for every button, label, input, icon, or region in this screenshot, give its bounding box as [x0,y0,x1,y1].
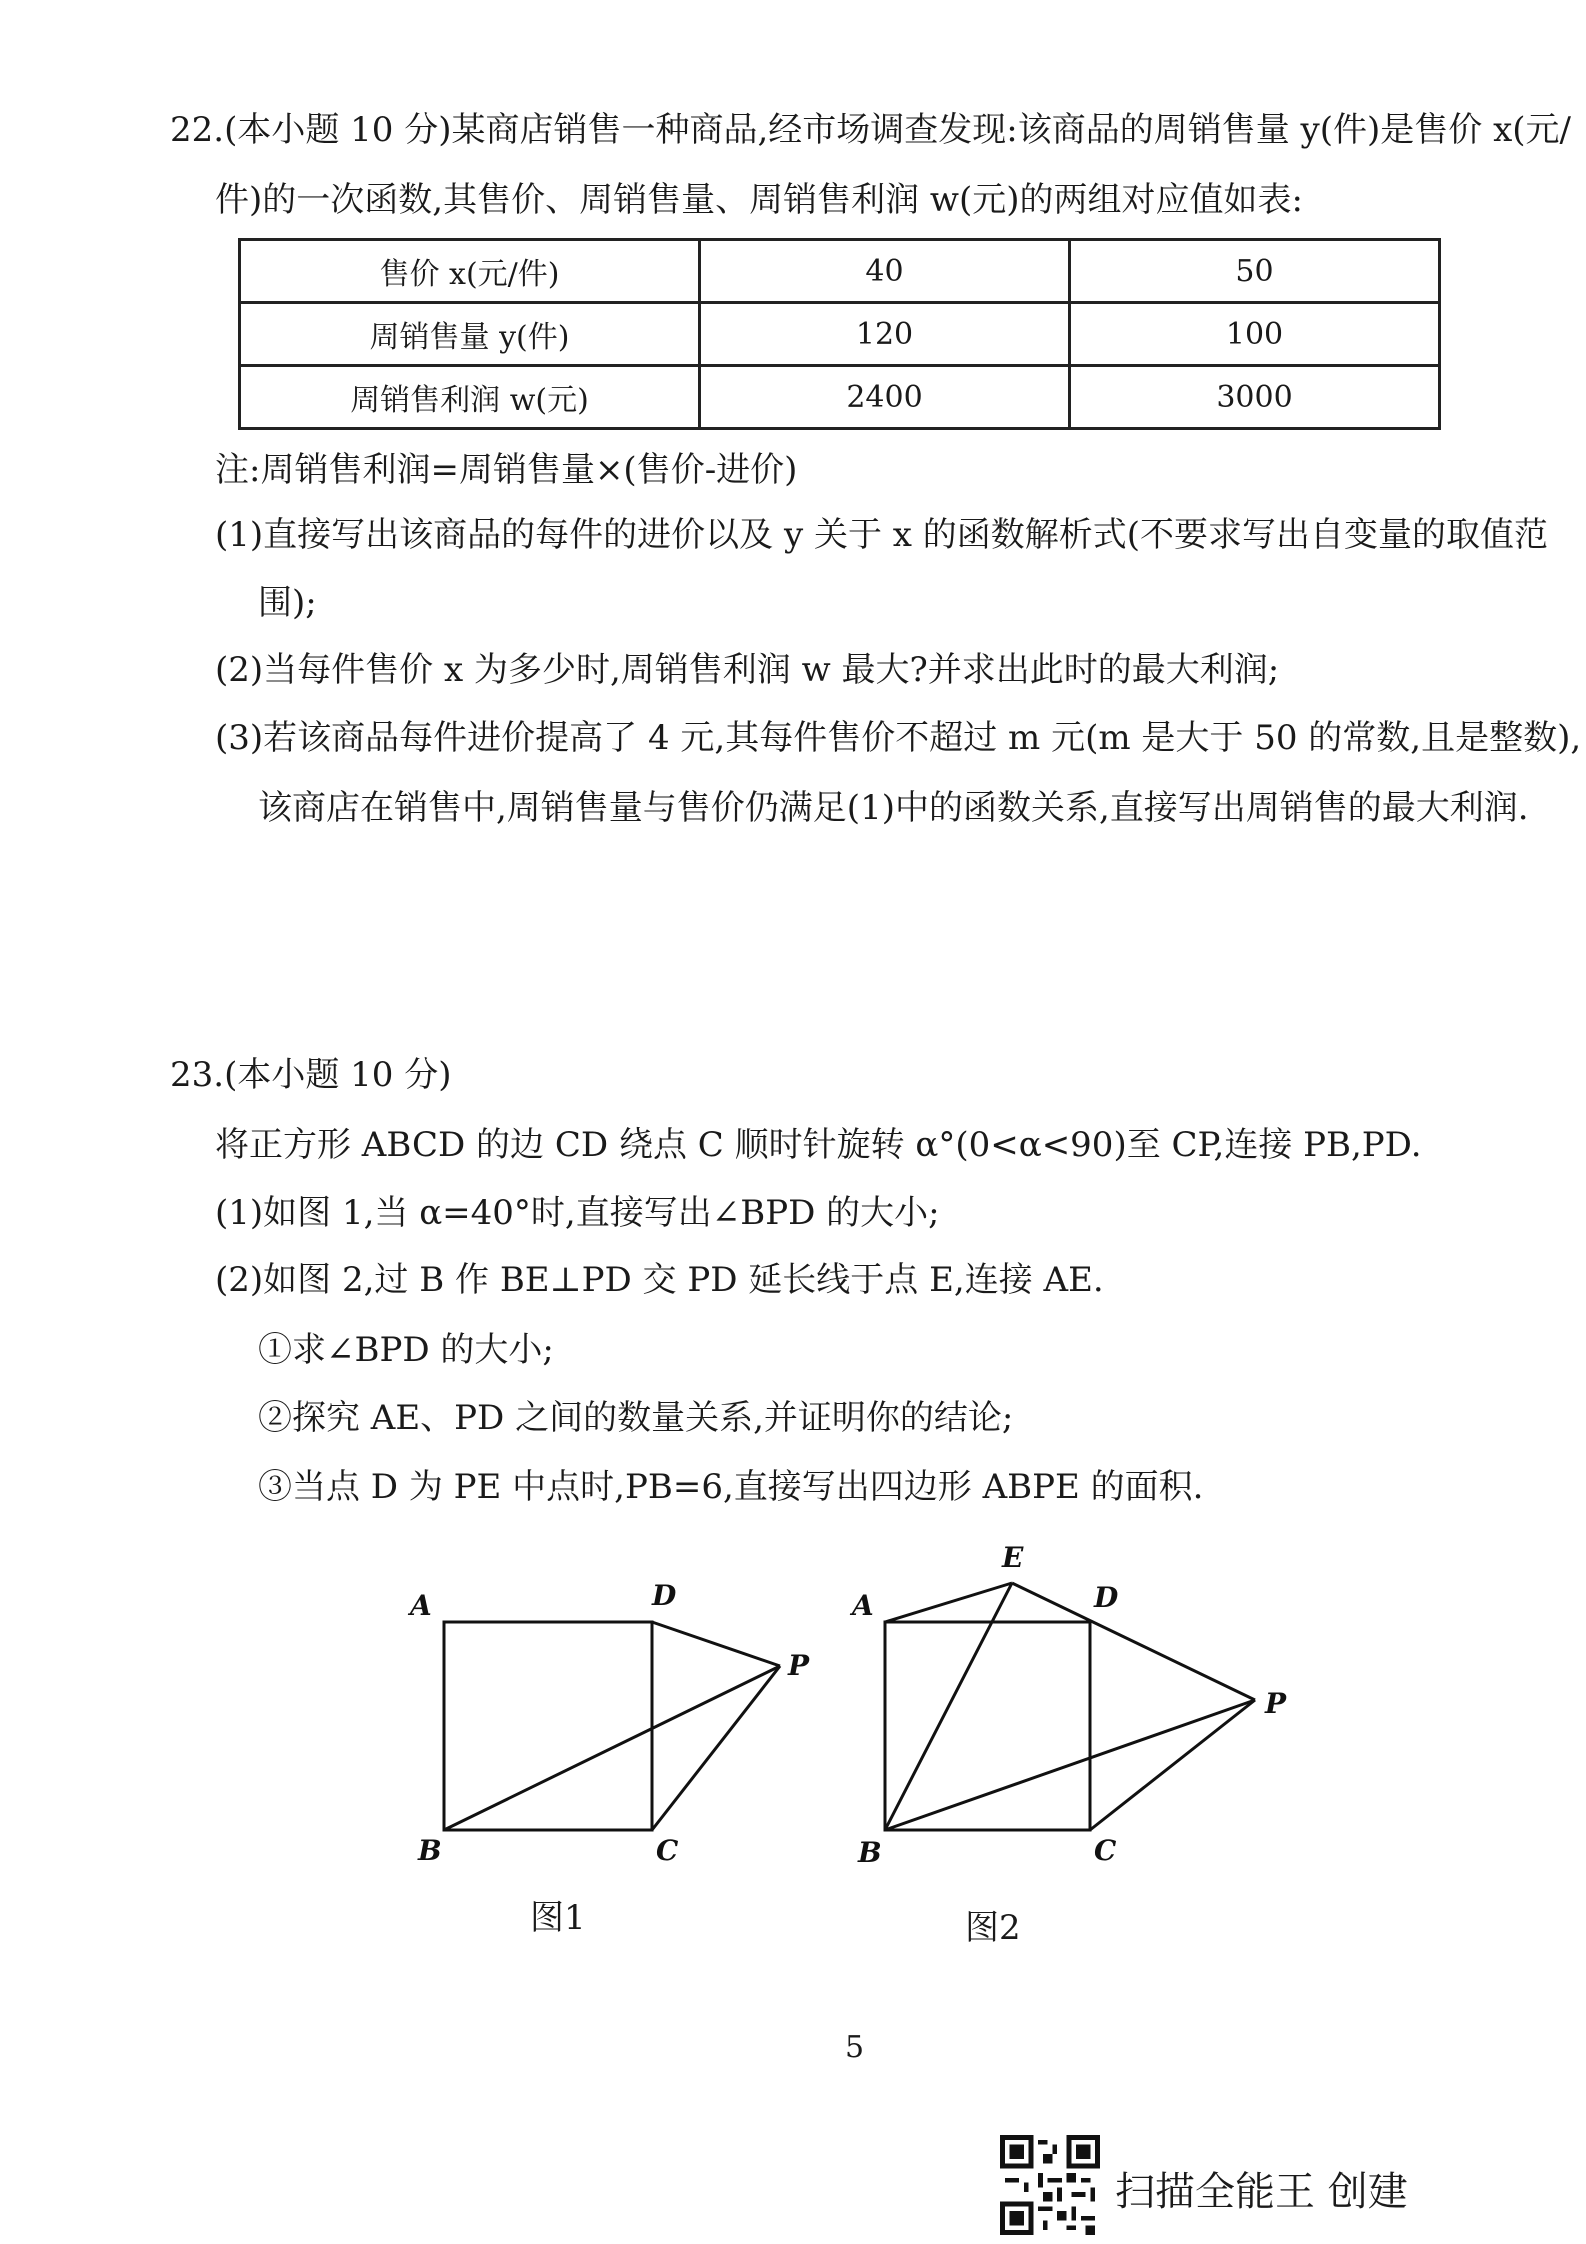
figure-1-caption: 图1 [530,1898,586,1938]
label-b: B [858,1836,882,1869]
label-d: D [1094,1581,1119,1614]
segment-cp [652,1666,780,1830]
table-cell: 40 [700,240,1070,303]
table-cell-label: 周销售利润 w(元) [240,366,700,429]
q23-sub3: ③当点 D 为 PE 中点时,PB=6,直接写出四边形 ABPE 的面积. [258,1467,1204,1507]
table-row [240,240,1440,303]
segment-ep [1012,1583,1255,1700]
q23-part1: (1)如图 1,当 α=40°时,直接写出∠BPD 的大小; [215,1193,940,1233]
table-cell: 50 [1070,240,1440,303]
table-cell-label: 周销售量 y(件) [240,303,700,366]
q23-sub2: ②探究 AE、PD 之间的数量关系,并证明你的结论; [258,1398,1014,1438]
price-table [238,238,1441,430]
q23-sub1: ①求∠BPD 的大小; [258,1330,554,1370]
q22-part2: (2)当每件售价 x 为多少时,周销售利润 w 最大?并求出此时的最大利润; [215,650,1280,690]
q22-line1: 22.(本小题 10 分)某商店销售一种商品,经市场调查发现:该商品的周销售量 y(件)是售价 x(元/ [170,110,1571,150]
figure-2 [840,1535,1300,1875]
segment-dp [652,1622,780,1666]
table-cell: 2400 [700,366,1070,429]
q23-title: 23.(本小题 10 分) [170,1055,452,1095]
segment-cp [1090,1700,1255,1830]
scanner-watermark: 扫描全能王 创建 [1115,2169,1408,2215]
label-b: B [418,1834,442,1867]
q22-part3-b: 该商店在销售中,周销售量与售价仍满足(1)中的函数关系,直接写出周销售的最大利润. [258,788,1529,828]
table-row [240,366,1440,429]
page-number: 5 [845,2030,865,2065]
label-c: C [656,1834,679,1867]
q23-stem: 将正方形 ABCD 的边 CD 绕点 C 顺时针旋转 α°(0<α<90)至 CP,连接 PB,PD. [215,1125,1422,1165]
table-cell-label: 售价 x(元/件) [240,240,700,303]
table-cell: 120 [700,303,1070,366]
label-a: A [410,1589,432,1622]
qr-code-icon [1000,2135,1100,2235]
q22-line2: 件)的一次函数,其售价、周销售量、周销售利润 w(元)的两组对应值如表: [215,180,1303,220]
figure-2-caption: 图2 [965,1908,1021,1948]
q22-part1-b: 围); [258,583,317,623]
label-a: A [852,1589,874,1622]
label-p: P [1265,1687,1287,1720]
label-c: C [1094,1834,1117,1867]
table-cell: 100 [1070,303,1440,366]
square-abcd [444,1622,652,1830]
table-row [240,303,1440,366]
q22-note: 注:周销售利润=周销售量×(售价-进价) [215,450,798,490]
figure-1 [390,1560,830,1880]
q23-part2: (2)如图 2,过 B 作 BE⊥PD 交 PD 延长线于点 E,连接 AE. [215,1260,1104,1300]
label-p: P [788,1649,810,1682]
segment-ae [885,1583,1012,1622]
q22-part1-a: (1)直接写出该商品的每件的进价以及 y 关于 x 的函数解析式(不要求写出自变量的取值范 [215,515,1549,555]
square-abcd [885,1622,1090,1830]
segment-bp [444,1666,780,1830]
label-e: E [1002,1541,1024,1574]
label-d: D [652,1579,677,1612]
table-cell: 3000 [1070,366,1440,429]
q22-part3-a: (3)若该商品每件进价提高了 4 元,其每件售价不超过 m 元(m 是大于 50 的常数,且是整数), [215,718,1582,758]
